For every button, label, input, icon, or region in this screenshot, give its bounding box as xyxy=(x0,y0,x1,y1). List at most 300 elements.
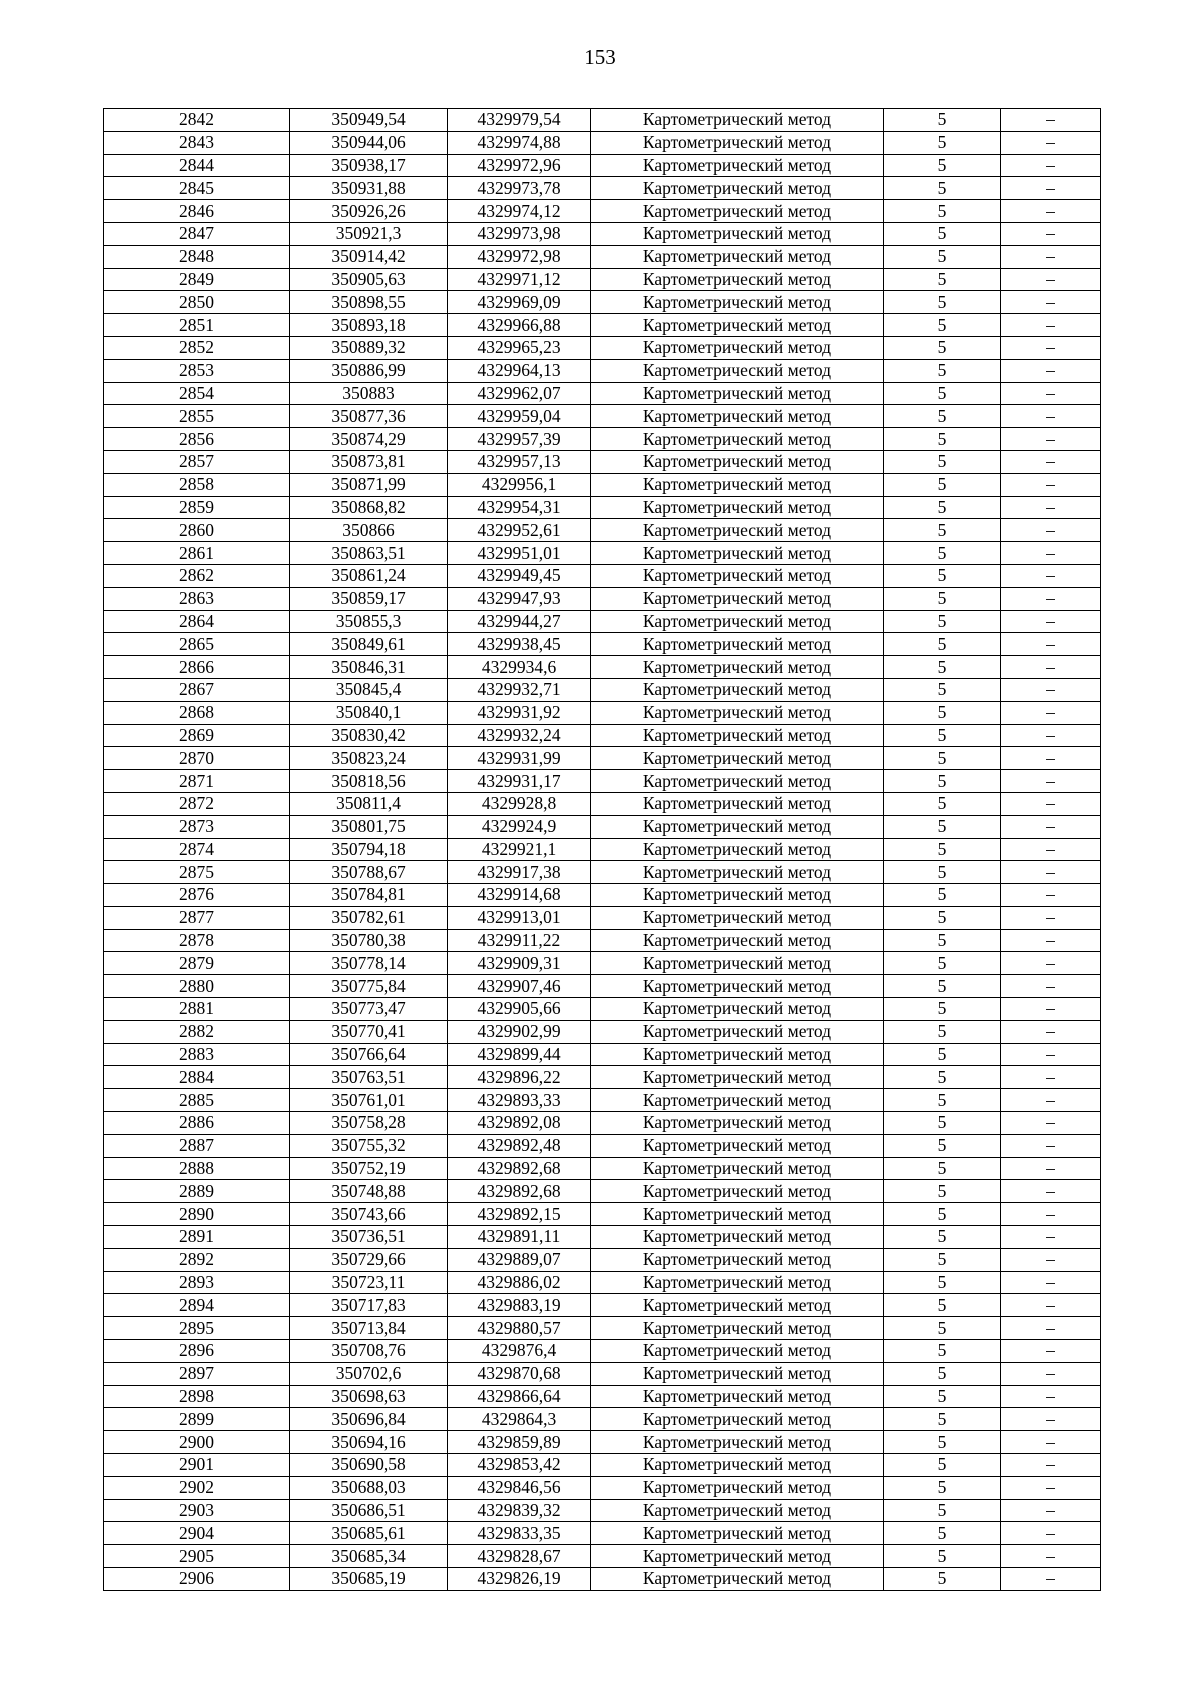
accuracy-cell: 5 xyxy=(884,1157,1001,1180)
accuracy-cell: 5 xyxy=(884,131,1001,154)
x-coordinate-cell: 350717,83 xyxy=(290,1294,448,1317)
point-number-cell: 2855 xyxy=(104,405,290,428)
point-number-cell: 2867 xyxy=(104,678,290,701)
note-cell: – xyxy=(1001,770,1101,793)
table-row xyxy=(104,724,1101,747)
accuracy-cell: 5 xyxy=(884,542,1001,565)
x-coordinate-cell: 350849,61 xyxy=(290,633,448,656)
x-coordinate-cell: 350921,3 xyxy=(290,222,448,245)
note-cell: – xyxy=(1001,268,1101,291)
y-coordinate-cell: 4329938,45 xyxy=(448,633,591,656)
table-row xyxy=(104,519,1101,542)
note-cell: – xyxy=(1001,359,1101,382)
accuracy-cell: 5 xyxy=(884,268,1001,291)
note-cell: – xyxy=(1001,1362,1101,1385)
method-cell: Картометрический метод xyxy=(591,747,884,770)
accuracy-cell: 5 xyxy=(884,1089,1001,1112)
point-number-cell: 2872 xyxy=(104,792,290,815)
x-coordinate-cell: 350766,64 xyxy=(290,1043,448,1066)
y-coordinate-cell: 4329962,07 xyxy=(448,382,591,405)
y-coordinate-cell: 4329944,27 xyxy=(448,610,591,633)
method-cell: Картометрический метод xyxy=(591,154,884,177)
accuracy-cell: 5 xyxy=(884,1476,1001,1499)
accuracy-cell: 5 xyxy=(884,1545,1001,1568)
note-cell: – xyxy=(1001,952,1101,975)
y-coordinate-cell: 4329952,61 xyxy=(448,519,591,542)
x-coordinate-cell: 350778,14 xyxy=(290,952,448,975)
point-number-cell: 2854 xyxy=(104,382,290,405)
point-number-cell: 2904 xyxy=(104,1522,290,1545)
accuracy-cell: 5 xyxy=(884,245,1001,268)
accuracy-cell: 5 xyxy=(884,587,1001,610)
note-cell: – xyxy=(1001,496,1101,519)
point-number-cell: 2897 xyxy=(104,1362,290,1385)
accuracy-cell: 5 xyxy=(884,1431,1001,1454)
table-row xyxy=(104,1089,1101,1112)
accuracy-cell: 5 xyxy=(884,952,1001,975)
note-cell: – xyxy=(1001,542,1101,565)
note-cell: – xyxy=(1001,1476,1101,1499)
note-cell: – xyxy=(1001,975,1101,998)
note-cell: – xyxy=(1001,1454,1101,1477)
x-coordinate-cell: 350736,51 xyxy=(290,1226,448,1249)
note-cell: – xyxy=(1001,906,1101,929)
point-number-cell: 2901 xyxy=(104,1454,290,1477)
table-row xyxy=(104,109,1101,132)
x-coordinate-cell: 350914,42 xyxy=(290,245,448,268)
x-coordinate-cell: 350801,75 xyxy=(290,815,448,838)
table-row xyxy=(104,336,1101,359)
accuracy-cell: 5 xyxy=(884,382,1001,405)
table-row xyxy=(104,1522,1101,1545)
note-cell: – xyxy=(1001,884,1101,907)
method-cell: Картометрический метод xyxy=(591,724,884,747)
table-row xyxy=(104,382,1101,405)
accuracy-cell: 5 xyxy=(884,861,1001,884)
table-row xyxy=(104,200,1101,223)
accuracy-cell: 5 xyxy=(884,770,1001,793)
note-cell: – xyxy=(1001,1340,1101,1363)
y-coordinate-cell: 4329870,68 xyxy=(448,1362,591,1385)
x-coordinate-cell: 350866 xyxy=(290,519,448,542)
method-cell: Картометрический метод xyxy=(591,291,884,314)
x-coordinate-cell: 350690,58 xyxy=(290,1454,448,1477)
accuracy-cell: 5 xyxy=(884,564,1001,587)
point-number-cell: 2859 xyxy=(104,496,290,519)
x-coordinate-cell: 350702,6 xyxy=(290,1362,448,1385)
table-row xyxy=(104,1431,1101,1454)
y-coordinate-cell: 4329909,31 xyxy=(448,952,591,975)
y-coordinate-cell: 4329883,19 xyxy=(448,1294,591,1317)
method-cell: Картометрический метод xyxy=(591,131,884,154)
x-coordinate-cell: 350926,26 xyxy=(290,200,448,223)
point-number-cell: 2880 xyxy=(104,975,290,998)
x-coordinate-cell: 350763,51 xyxy=(290,1066,448,1089)
table-row xyxy=(104,291,1101,314)
method-cell: Картометрический метод xyxy=(591,792,884,815)
note-cell: – xyxy=(1001,838,1101,861)
x-coordinate-cell: 350868,82 xyxy=(290,496,448,519)
note-cell: – xyxy=(1001,1431,1101,1454)
point-number-cell: 2891 xyxy=(104,1226,290,1249)
y-coordinate-cell: 4329932,24 xyxy=(448,724,591,747)
accuracy-cell: 5 xyxy=(884,154,1001,177)
note-cell: – xyxy=(1001,473,1101,496)
x-coordinate-cell: 350794,18 xyxy=(290,838,448,861)
note-cell: – xyxy=(1001,1568,1101,1591)
y-coordinate-cell: 4329864,3 xyxy=(448,1408,591,1431)
note-cell: – xyxy=(1001,747,1101,770)
method-cell: Картометрический метод xyxy=(591,1522,884,1545)
x-coordinate-cell: 350758,28 xyxy=(290,1112,448,1135)
point-number-cell: 2890 xyxy=(104,1203,290,1226)
accuracy-cell: 5 xyxy=(884,405,1001,428)
method-cell: Картометрический метод xyxy=(591,336,884,359)
y-coordinate-cell: 4329979,54 xyxy=(448,109,591,132)
method-cell: Картометрический метод xyxy=(591,815,884,838)
table-row xyxy=(104,222,1101,245)
point-number-cell: 2847 xyxy=(104,222,290,245)
method-cell: Картометрический метод xyxy=(591,1385,884,1408)
x-coordinate-cell: 350893,18 xyxy=(290,314,448,337)
method-cell: Картометрический метод xyxy=(591,473,884,496)
method-cell: Картометрический метод xyxy=(591,929,884,952)
x-coordinate-cell: 350830,42 xyxy=(290,724,448,747)
x-coordinate-cell: 350729,66 xyxy=(290,1248,448,1271)
method-cell: Картометрический метод xyxy=(591,1134,884,1157)
point-number-cell: 2849 xyxy=(104,268,290,291)
x-coordinate-cell: 350883 xyxy=(290,382,448,405)
accuracy-cell: 5 xyxy=(884,428,1001,451)
y-coordinate-cell: 4329866,64 xyxy=(448,1385,591,1408)
note-cell: – xyxy=(1001,1522,1101,1545)
method-cell: Картометрический метод xyxy=(591,496,884,519)
point-number-cell: 2899 xyxy=(104,1408,290,1431)
table-row xyxy=(104,1112,1101,1135)
y-coordinate-cell: 4329932,71 xyxy=(448,678,591,701)
method-cell: Картометрический метод xyxy=(591,1226,884,1249)
accuracy-cell: 5 xyxy=(884,1340,1001,1363)
accuracy-cell: 5 xyxy=(884,1454,1001,1477)
method-cell: Картометрический метод xyxy=(591,952,884,975)
x-coordinate-cell: 350949,54 xyxy=(290,109,448,132)
point-number-cell: 2863 xyxy=(104,587,290,610)
point-number-cell: 2905 xyxy=(104,1545,290,1568)
table-row xyxy=(104,359,1101,382)
table-row xyxy=(104,1271,1101,1294)
accuracy-cell: 5 xyxy=(884,1408,1001,1431)
point-number-cell: 2850 xyxy=(104,291,290,314)
table-row xyxy=(104,314,1101,337)
table-row xyxy=(104,1568,1101,1591)
x-coordinate-cell: 350855,3 xyxy=(290,610,448,633)
x-coordinate-cell: 350859,17 xyxy=(290,587,448,610)
note-cell: – xyxy=(1001,222,1101,245)
point-number-cell: 2868 xyxy=(104,701,290,724)
note-cell: – xyxy=(1001,1317,1101,1340)
accuracy-cell: 5 xyxy=(884,1043,1001,1066)
note-cell: – xyxy=(1001,519,1101,542)
note-cell: – xyxy=(1001,1226,1101,1249)
x-coordinate-cell: 350823,24 xyxy=(290,747,448,770)
note-cell: – xyxy=(1001,1020,1101,1043)
method-cell: Картометрический метод xyxy=(591,382,884,405)
table-row xyxy=(104,1408,1101,1431)
point-number-cell: 2903 xyxy=(104,1499,290,1522)
x-coordinate-cell: 350845,4 xyxy=(290,678,448,701)
table-row xyxy=(104,428,1101,451)
table-row xyxy=(104,975,1101,998)
method-cell: Картометрический метод xyxy=(591,633,884,656)
method-cell: Картометрический метод xyxy=(591,1248,884,1271)
method-cell: Картометрический метод xyxy=(591,1476,884,1499)
point-number-cell: 2856 xyxy=(104,428,290,451)
accuracy-cell: 5 xyxy=(884,1294,1001,1317)
table-row xyxy=(104,1066,1101,1089)
accuracy-cell: 5 xyxy=(884,496,1001,519)
x-coordinate-cell: 350748,88 xyxy=(290,1180,448,1203)
x-coordinate-cell: 350713,84 xyxy=(290,1317,448,1340)
y-coordinate-cell: 4329965,23 xyxy=(448,336,591,359)
method-cell: Картометрический метод xyxy=(591,245,884,268)
accuracy-cell: 5 xyxy=(884,1271,1001,1294)
note-cell: – xyxy=(1001,336,1101,359)
note-cell: – xyxy=(1001,1134,1101,1157)
method-cell: Картометрический метод xyxy=(591,428,884,451)
point-number-cell: 2898 xyxy=(104,1385,290,1408)
method-cell: Картометрический метод xyxy=(591,1066,884,1089)
y-coordinate-cell: 4329914,68 xyxy=(448,884,591,907)
note-cell: – xyxy=(1001,154,1101,177)
point-number-cell: 2852 xyxy=(104,336,290,359)
method-cell: Картометрический метод xyxy=(591,1089,884,1112)
table-row xyxy=(104,177,1101,200)
method-cell: Картометрический метод xyxy=(591,1203,884,1226)
x-coordinate-cell: 350898,55 xyxy=(290,291,448,314)
table-row xyxy=(104,1020,1101,1043)
method-cell: Картометрический метод xyxy=(591,1362,884,1385)
table-row xyxy=(104,1203,1101,1226)
point-number-cell: 2889 xyxy=(104,1180,290,1203)
x-coordinate-cell: 350938,17 xyxy=(290,154,448,177)
y-coordinate-cell: 4329928,8 xyxy=(448,792,591,815)
point-number-cell: 2900 xyxy=(104,1431,290,1454)
y-coordinate-cell: 4329826,19 xyxy=(448,1568,591,1591)
accuracy-cell: 5 xyxy=(884,929,1001,952)
table-row xyxy=(104,1226,1101,1249)
point-number-cell: 2886 xyxy=(104,1112,290,1135)
point-number-cell: 2853 xyxy=(104,359,290,382)
accuracy-cell: 5 xyxy=(884,998,1001,1021)
method-cell: Картометрический метод xyxy=(591,1180,884,1203)
note-cell: – xyxy=(1001,587,1101,610)
accuracy-cell: 5 xyxy=(884,656,1001,679)
table-row xyxy=(104,861,1101,884)
y-coordinate-cell: 4329859,89 xyxy=(448,1431,591,1454)
y-coordinate-cell: 4329969,09 xyxy=(448,291,591,314)
x-coordinate-cell: 350770,41 xyxy=(290,1020,448,1043)
method-cell: Картометрический метод xyxy=(591,177,884,200)
method-cell: Картометрический метод xyxy=(591,1454,884,1477)
method-cell: Картометрический метод xyxy=(591,610,884,633)
y-coordinate-cell: 4329966,88 xyxy=(448,314,591,337)
y-coordinate-cell: 4329972,96 xyxy=(448,154,591,177)
point-number-cell: 2862 xyxy=(104,564,290,587)
accuracy-cell: 5 xyxy=(884,1522,1001,1545)
note-cell: – xyxy=(1001,678,1101,701)
y-coordinate-cell: 4329880,57 xyxy=(448,1317,591,1340)
table-row xyxy=(104,1476,1101,1499)
coordinates-table xyxy=(103,108,1101,1591)
x-coordinate-cell: 350685,19 xyxy=(290,1568,448,1591)
accuracy-cell: 5 xyxy=(884,1066,1001,1089)
point-number-cell: 2866 xyxy=(104,656,290,679)
x-coordinate-cell: 350861,24 xyxy=(290,564,448,587)
method-cell: Картометрический метод xyxy=(591,109,884,132)
note-cell: – xyxy=(1001,1271,1101,1294)
y-coordinate-cell: 4329891,11 xyxy=(448,1226,591,1249)
x-coordinate-cell: 350723,11 xyxy=(290,1271,448,1294)
table-row xyxy=(104,633,1101,656)
point-number-cell: 2902 xyxy=(104,1476,290,1499)
method-cell: Картометрический метод xyxy=(591,564,884,587)
x-coordinate-cell: 350788,67 xyxy=(290,861,448,884)
point-number-cell: 2874 xyxy=(104,838,290,861)
method-cell: Картометрический метод xyxy=(591,1340,884,1363)
accuracy-cell: 5 xyxy=(884,1112,1001,1135)
x-coordinate-cell: 350761,01 xyxy=(290,1089,448,1112)
accuracy-cell: 5 xyxy=(884,884,1001,907)
page-number: 153 xyxy=(584,45,616,69)
y-coordinate-cell: 4329931,92 xyxy=(448,701,591,724)
method-cell: Картометрический метод xyxy=(591,1568,884,1591)
table-row xyxy=(104,1043,1101,1066)
point-number-cell: 2881 xyxy=(104,998,290,1021)
note-cell: – xyxy=(1001,929,1101,952)
x-coordinate-cell: 350863,51 xyxy=(290,542,448,565)
accuracy-cell: 5 xyxy=(884,724,1001,747)
point-number-cell: 2894 xyxy=(104,1294,290,1317)
y-coordinate-cell: 4329892,68 xyxy=(448,1157,591,1180)
point-number-cell: 2883 xyxy=(104,1043,290,1066)
table-row xyxy=(104,906,1101,929)
method-cell: Картометрический метод xyxy=(591,975,884,998)
accuracy-cell: 5 xyxy=(884,1203,1001,1226)
accuracy-cell: 5 xyxy=(884,838,1001,861)
note-cell: – xyxy=(1001,1294,1101,1317)
point-number-cell: 2896 xyxy=(104,1340,290,1363)
x-coordinate-cell: 350755,32 xyxy=(290,1134,448,1157)
x-coordinate-cell: 350752,19 xyxy=(290,1157,448,1180)
note-cell: – xyxy=(1001,610,1101,633)
x-coordinate-cell: 350685,61 xyxy=(290,1522,448,1545)
table-row xyxy=(104,1157,1101,1180)
y-coordinate-cell: 4329828,67 xyxy=(448,1545,591,1568)
method-cell: Картометрический метод xyxy=(591,405,884,428)
table-row xyxy=(104,450,1101,473)
x-coordinate-cell: 350780,38 xyxy=(290,929,448,952)
y-coordinate-cell: 4329911,22 xyxy=(448,929,591,952)
accuracy-cell: 5 xyxy=(884,1317,1001,1340)
accuracy-cell: 5 xyxy=(884,359,1001,382)
y-coordinate-cell: 4329833,35 xyxy=(448,1522,591,1545)
note-cell: – xyxy=(1001,450,1101,473)
point-number-cell: 2851 xyxy=(104,314,290,337)
y-coordinate-cell: 4329957,13 xyxy=(448,450,591,473)
accuracy-cell: 5 xyxy=(884,701,1001,724)
y-coordinate-cell: 4329913,01 xyxy=(448,906,591,929)
y-coordinate-cell: 4329892,15 xyxy=(448,1203,591,1226)
point-number-cell: 2873 xyxy=(104,815,290,838)
point-number-cell: 2861 xyxy=(104,542,290,565)
x-coordinate-cell: 350773,47 xyxy=(290,998,448,1021)
accuracy-cell: 5 xyxy=(884,610,1001,633)
accuracy-cell: 5 xyxy=(884,678,1001,701)
y-coordinate-cell: 4329947,93 xyxy=(448,587,591,610)
accuracy-cell: 5 xyxy=(884,519,1001,542)
accuracy-cell: 5 xyxy=(884,200,1001,223)
accuracy-cell: 5 xyxy=(884,792,1001,815)
y-coordinate-cell: 4329931,99 xyxy=(448,747,591,770)
table-row xyxy=(104,1134,1101,1157)
table-row xyxy=(104,792,1101,815)
method-cell: Картометрический метод xyxy=(591,200,884,223)
method-cell: Картометрический метод xyxy=(591,268,884,291)
note-cell: – xyxy=(1001,1089,1101,1112)
method-cell: Картометрический метод xyxy=(591,314,884,337)
x-coordinate-cell: 350871,99 xyxy=(290,473,448,496)
note-cell: – xyxy=(1001,131,1101,154)
x-coordinate-cell: 350840,1 xyxy=(290,701,448,724)
y-coordinate-cell: 4329902,99 xyxy=(448,1020,591,1043)
method-cell: Картометрический метод xyxy=(591,906,884,929)
method-cell: Картометрический метод xyxy=(591,701,884,724)
point-number-cell: 2864 xyxy=(104,610,290,633)
accuracy-cell: 5 xyxy=(884,1226,1001,1249)
y-coordinate-cell: 4329846,56 xyxy=(448,1476,591,1499)
method-cell: Картометрический метод xyxy=(591,770,884,793)
note-cell: – xyxy=(1001,405,1101,428)
y-coordinate-cell: 4329905,66 xyxy=(448,998,591,1021)
table-row xyxy=(104,564,1101,587)
y-coordinate-cell: 4329974,12 xyxy=(448,200,591,223)
table-row xyxy=(104,838,1101,861)
point-number-cell: 2857 xyxy=(104,450,290,473)
table-row xyxy=(104,656,1101,679)
note-cell: – xyxy=(1001,177,1101,200)
method-cell: Картометрический метод xyxy=(591,678,884,701)
method-cell: Картометрический метод xyxy=(591,359,884,382)
y-coordinate-cell: 4329907,46 xyxy=(448,975,591,998)
y-coordinate-cell: 4329931,17 xyxy=(448,770,591,793)
accuracy-cell: 5 xyxy=(884,906,1001,929)
method-cell: Картометрический метод xyxy=(591,1271,884,1294)
point-number-cell: 2876 xyxy=(104,884,290,907)
point-number-cell: 2892 xyxy=(104,1248,290,1271)
y-coordinate-cell: 4329954,31 xyxy=(448,496,591,519)
point-number-cell: 2865 xyxy=(104,633,290,656)
point-number-cell: 2848 xyxy=(104,245,290,268)
table-row xyxy=(104,815,1101,838)
y-coordinate-cell: 4329893,33 xyxy=(448,1089,591,1112)
table-row xyxy=(104,1454,1101,1477)
x-coordinate-cell: 350811,4 xyxy=(290,792,448,815)
y-coordinate-cell: 4329896,22 xyxy=(448,1066,591,1089)
point-number-cell: 2878 xyxy=(104,929,290,952)
note-cell: – xyxy=(1001,1499,1101,1522)
accuracy-cell: 5 xyxy=(884,1020,1001,1043)
method-cell: Картометрический метод xyxy=(591,1317,884,1340)
